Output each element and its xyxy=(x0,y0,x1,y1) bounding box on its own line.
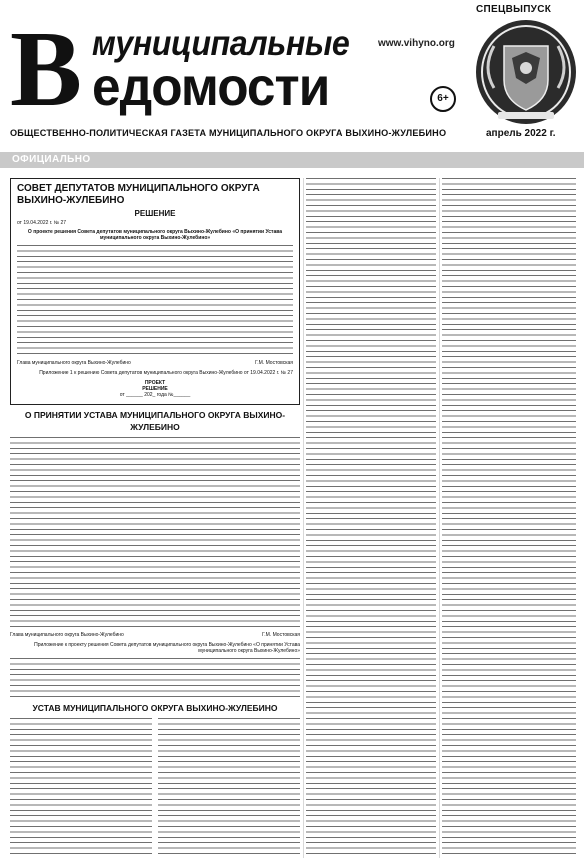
adoption-notes-text xyxy=(10,658,300,698)
right-column-text xyxy=(442,178,576,854)
section-label: ОФИЦИАЛЬНО xyxy=(12,154,91,165)
right-column xyxy=(442,178,576,858)
newspaper-tagline: ОБЩЕСТВЕННО-ПОЛИТИЧЕСКАЯ ГАЗЕТА МУНИЦИПАЛЬНОГО ОКРУГА ВЫХИНО-ЖУЛЕБИНО xyxy=(10,128,447,139)
adoption-body-text xyxy=(10,437,300,629)
adoption-appendix-note: Приложение к проекту решения Совета депутатов муниципального округа Выхино-Жулебино «О принятии Устава муниципального округа Выхино-Жулебино» xyxy=(34,642,300,654)
middle-column xyxy=(306,178,436,858)
age-rating-badge: 6+ xyxy=(430,86,456,112)
decision-body-text xyxy=(17,245,293,357)
decision-subject: О проекте решения Совета депутатов муниципального округа Выхино-Жулебино «О принятии Устава муниципального округа Выхино-Жулебино» xyxy=(27,229,283,241)
masthead xyxy=(0,0,584,150)
charter-heading: УСТАВ МУНИЦИПАЛЬНОГО ОКРУГА ВЫХИНО-ЖУЛЕБИНО xyxy=(32,703,278,713)
column-divider xyxy=(439,178,440,858)
council-heading: СОВЕТ ДЕПУТАТОВ МУНИЦИПАЛЬНОГО ОКРУГА ВЫХИНО-ЖУЛЕБИНО xyxy=(17,183,260,206)
decision-appendix-note: Приложение 1 к решению Совета депутатов муниципального округа Выхино-Жулебино от 19.04.2022 г. № 27 xyxy=(39,370,293,376)
signature-title: Глава муниципального округа Выхино-Жулебино xyxy=(17,360,131,366)
title-line-1: муниципальные xyxy=(92,24,350,63)
adoption-heading: О ПРИНЯТИИ УСТАВА МУНИЦИПАЛЬНОГО ОКРУГА ВЫХИНО-ЖУЛЕБИНО xyxy=(24,410,286,432)
special-issue-label: СПЕЦВЫПУСК xyxy=(476,4,552,15)
project-label: ПРОЕКТ xyxy=(144,380,166,386)
signature-name: Г.М. Мостовская xyxy=(262,632,300,638)
section-strip xyxy=(0,152,584,168)
title-initial: В xyxy=(10,10,83,129)
charter-text-column-2 xyxy=(158,718,300,858)
decision-type: РЕШЕНИЕ xyxy=(134,209,176,218)
decision-date-number: от 19.04.2022 г. № 27 xyxy=(17,220,67,226)
issue-date: апрель 2022 г. xyxy=(486,128,556,139)
signature-title: Глава муниципального округа Выхино-Жулебино xyxy=(10,632,124,638)
charter-text-column-1 xyxy=(10,718,152,858)
column-divider xyxy=(303,178,304,858)
signature-name: Г.М. Мостовская xyxy=(255,360,293,366)
district-coat-of-arms-icon xyxy=(474,18,578,126)
title-line-2: едомости xyxy=(92,57,330,117)
website-url[interactable]: www.vihyno.org xyxy=(378,38,455,49)
project-date: от ______ 202_ года №______ xyxy=(119,392,191,398)
charter-body xyxy=(10,718,300,858)
middle-column-text xyxy=(306,178,436,854)
project-doc-type: РЕШЕНИЕ xyxy=(142,386,168,392)
left-column xyxy=(10,178,300,858)
decision-box xyxy=(10,178,300,405)
